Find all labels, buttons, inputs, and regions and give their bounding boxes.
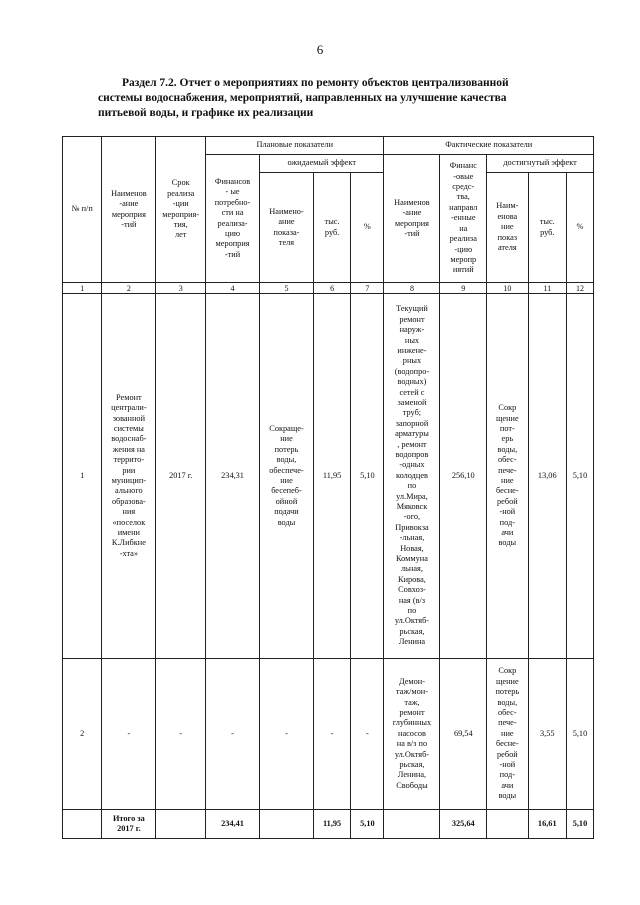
total-empty	[384, 810, 440, 839]
header-actual: Фактические показатели	[384, 137, 594, 155]
row-num: 1	[63, 294, 102, 659]
row-achieved-thousand: 13,06	[528, 294, 566, 659]
column-index: 10	[487, 283, 528, 294]
section-title-line-1: Раздел 7.2. Отчет о мероприятиях по ремонту объектов централизованной	[122, 77, 509, 89]
column-index: 1	[63, 283, 102, 294]
row-achieved-percent: 5,10	[566, 659, 593, 810]
row-expected-indicator: Сокраще- ние потерь воды, обеспече- ние бесепеб- ойной подачи воды	[260, 294, 314, 659]
row-achieved-percent: 5,10	[566, 294, 593, 659]
header-expected-percent: %	[351, 173, 384, 283]
total-row	[63, 810, 594, 839]
column-index: 11	[528, 283, 566, 294]
total-achieved-percent: 5,10	[566, 810, 593, 839]
header-achieved-percent: %	[566, 173, 593, 283]
header-actual-finance: Финанс -овые средс- тва, направл -енные на реализа -цию меропр иятий	[440, 155, 487, 283]
column-index: 2	[102, 283, 156, 294]
total-label: Итого за 2017 г.	[102, 810, 156, 839]
column-index: 9	[440, 283, 487, 294]
column-index-row	[63, 283, 594, 294]
row-planned-finance: -	[206, 659, 260, 810]
page-number: 6	[316, 42, 324, 57]
column-index: 6	[313, 283, 350, 294]
total-empty	[63, 810, 102, 839]
row-expected-thousand: 11,95	[313, 294, 350, 659]
total-expected-thousand: 11,95	[313, 810, 350, 839]
total-empty	[260, 810, 314, 839]
header-planned: Плановые показатели	[206, 137, 384, 155]
column-index: 3	[156, 283, 206, 294]
header-achieved-thousand: тыс. руб.	[528, 173, 566, 283]
total-empty	[156, 810, 206, 839]
row-actual-finance: 69,54	[440, 659, 487, 810]
header-achieved-indicator: Наим- енова ние показ ателя	[487, 173, 528, 283]
section-title	[98, 76, 590, 121]
total-achieved-thousand: 16,61	[528, 810, 566, 839]
header-expected-effect: ожидаемый эффект	[260, 155, 384, 173]
row-expected-indicator: -	[260, 659, 314, 810]
total-expected-percent: 5,10	[351, 810, 384, 839]
section-title-line-2: системы водоснабжения, мероприятий, направленных на улучшение качества	[98, 92, 507, 104]
row-actual-name: Демон- таж/мон- таж, ремонт глубинных насосов на в/з по ул.Октяб- рьская, Ленина, Свободы	[384, 659, 440, 810]
header-term: Срок реализа -ции мероприя- тия, лет	[156, 137, 206, 283]
header-expected-thousand: тыс. руб.	[313, 173, 350, 283]
row-term: 2017 г.	[156, 294, 206, 659]
header-name: Наименов -ание мероприя -тий	[102, 137, 156, 283]
header-expected-indicator: Наимено- ание показа- теля	[260, 173, 314, 283]
row-name: Ремонт централи- зованной системы водоснаб- жения на террито- рии муницип- ального образова- ния «поселок имени К.Либкне -хта»	[102, 294, 156, 659]
row-achieved-indicator: Сокр щение пот- ерь воды, обес- пече- ние бесне- ребой -ной под- ачи воды	[487, 294, 528, 659]
row-achieved-thousand: 3,55	[528, 659, 566, 810]
header-row-groups	[63, 137, 594, 155]
row-actual-name: Текущий ремонт наруж- ных инжене- рных (водопро- водных) сетей с заменой труб; запорной арматуры , ремонт водопров -одных колодцев по ул.Мира, Мяковск -ого, Привокза -льная, Новая, Коммуна льная, Кирова, Совхоз- ная (в/з по ул.Октяб- рьская, Ленина	[384, 294, 440, 659]
row-actual-finance: 256,10	[440, 294, 487, 659]
row-expected-percent: 5,10	[351, 294, 384, 659]
header-num: № п/п	[63, 137, 102, 283]
column-index: 7	[351, 283, 384, 294]
row-achieved-indicator: Сокр щение потерь воды, обес- пече- ние бесне- ребой -ной под- ачи воды	[487, 659, 528, 810]
total-planned-finance: 234,41	[206, 810, 260, 839]
row-name: -	[102, 659, 156, 810]
column-index: 12	[566, 283, 593, 294]
section-title-line-3: питьевой воды, и графике их реализации	[98, 107, 314, 119]
column-index: 4	[206, 283, 260, 294]
header-achieved-effect: достигнутый эффект	[487, 155, 594, 173]
row-term: -	[156, 659, 206, 810]
total-actual-finance: 325,64	[440, 810, 487, 839]
row-expected-thousand: -	[313, 659, 350, 810]
row-expected-percent: -	[351, 659, 384, 810]
column-index: 8	[384, 283, 440, 294]
row-planned-finance: 234,31	[206, 294, 260, 659]
table-row	[63, 659, 594, 810]
table-row	[63, 294, 594, 659]
header-planned-finance: Финансов - ые потребно- сти на реализа- цию мероприя -тий	[206, 155, 260, 283]
report-table	[62, 136, 594, 839]
total-empty	[487, 810, 528, 839]
column-index: 5	[260, 283, 314, 294]
row-num: 2	[63, 659, 102, 810]
header-actual-name: Наименов -ание мероприя -тий	[384, 155, 440, 283]
